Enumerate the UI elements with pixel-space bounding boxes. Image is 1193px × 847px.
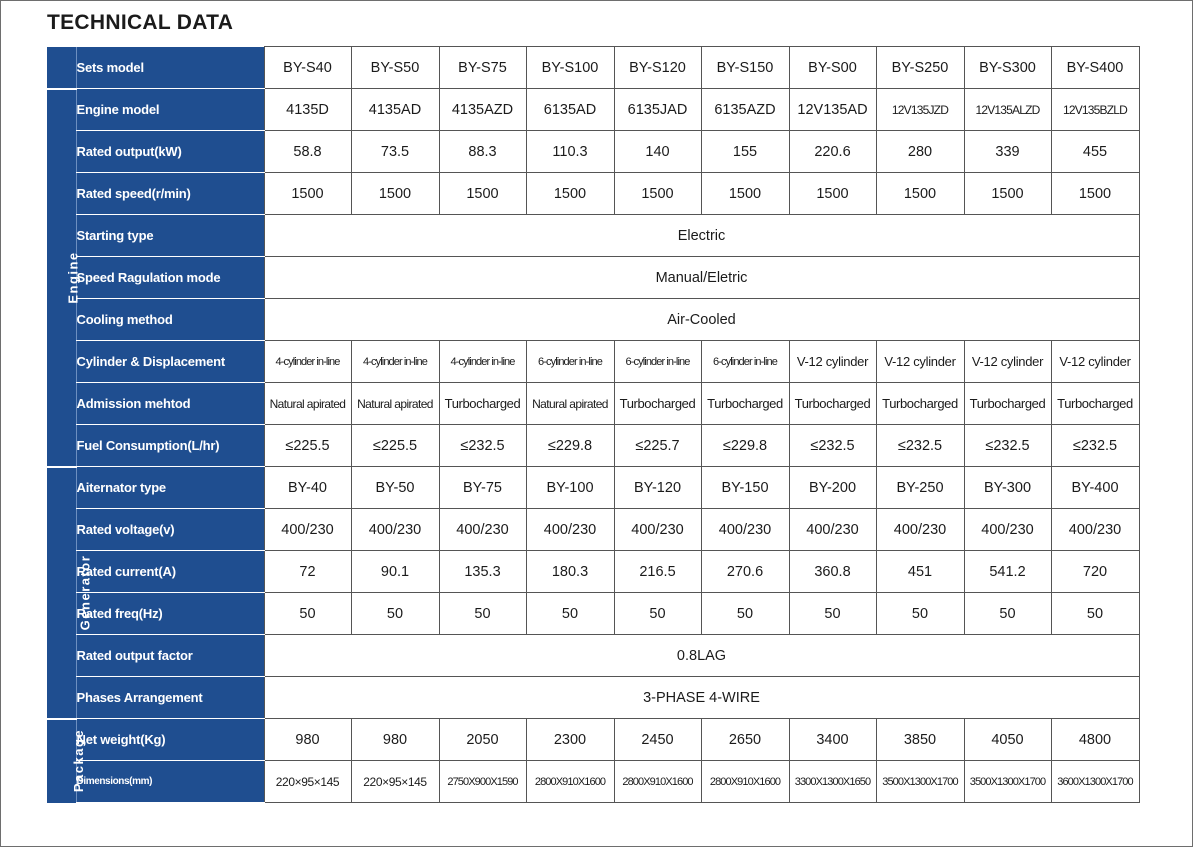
- cell: 50: [1051, 593, 1139, 635]
- cell: Turbocharged: [701, 383, 789, 425]
- cell: 400/230: [789, 509, 876, 551]
- row-label: Dimensions(mm): [76, 761, 264, 803]
- cell: 90.1: [351, 551, 439, 593]
- cell: Natural apirated: [351, 383, 439, 425]
- cell: 2450: [614, 719, 701, 761]
- cell: 50: [789, 593, 876, 635]
- section-engine: [47, 89, 81, 467]
- cell: 400/230: [964, 509, 1051, 551]
- row-speed-regulation: [47, 257, 1139, 299]
- row-label: Aiternator type: [76, 467, 264, 509]
- cell: 72: [264, 551, 351, 593]
- cell: BY-S75: [439, 47, 526, 89]
- row-rated-freq: [47, 593, 1139, 635]
- cell: 980: [351, 719, 439, 761]
- cell: BY-40: [264, 467, 351, 509]
- cell: 12V135JZD: [876, 89, 964, 131]
- cell: Turbocharged: [1051, 383, 1139, 425]
- cell: ≤232.5: [1051, 425, 1139, 467]
- section-generator-label: Generator: [77, 554, 93, 630]
- cell: BY-S250: [876, 47, 964, 89]
- cell: 280: [876, 131, 964, 173]
- row-rated-output-factor: [47, 635, 1139, 677]
- cell: 451: [876, 551, 964, 593]
- cell: BY-S120: [614, 47, 701, 89]
- merged-cell: Electric: [264, 215, 1139, 257]
- cell: 2750X900X1590: [439, 761, 526, 803]
- cell: BY-S100: [526, 47, 614, 89]
- cell: 220.6: [789, 131, 876, 173]
- merged-cell: 3-PHASE 4-WIRE: [264, 677, 1139, 719]
- cell: BY-200: [789, 467, 876, 509]
- row-starting-type: [47, 215, 1139, 257]
- cell: BY-S40: [264, 47, 351, 89]
- row-label: Rated freq(Hz): [76, 593, 264, 635]
- cell: V-12 cylinder: [876, 341, 964, 383]
- cell: 6135JAD: [614, 89, 701, 131]
- row-fuel-consumption: [47, 425, 1139, 467]
- cell: ≤232.5: [876, 425, 964, 467]
- cell: ≤225.7: [614, 425, 701, 467]
- row-label: Rated speed(r/min): [76, 173, 264, 215]
- cell: 2650: [701, 719, 789, 761]
- cell: ≤225.5: [264, 425, 351, 467]
- cell: BY-150: [701, 467, 789, 509]
- cell: Turbocharged: [439, 383, 526, 425]
- cell: BY-S300: [964, 47, 1051, 89]
- row-cooling-method: [47, 299, 1139, 341]
- cell: 50: [439, 593, 526, 635]
- cell: 3300X1300X1650: [789, 761, 876, 803]
- cell: 400/230: [701, 509, 789, 551]
- cell: 50: [351, 593, 439, 635]
- cell: 110.3: [526, 131, 614, 173]
- row-label: Rated output factor: [76, 635, 264, 677]
- cell: 6135AZD: [701, 89, 789, 131]
- cell: 50: [614, 593, 701, 635]
- row-label: Sets model: [76, 47, 264, 89]
- cell: 220×95×145: [351, 761, 439, 803]
- cell: 50: [876, 593, 964, 635]
- row-rated-speed: [47, 173, 1139, 215]
- cell: 2800X910X1600: [526, 761, 614, 803]
- cell: 541.2: [964, 551, 1051, 593]
- row-rated-voltage: [47, 509, 1139, 551]
- cell: 50: [964, 593, 1051, 635]
- cell: 4-cylinder in-line: [351, 341, 439, 383]
- cell: 360.8: [789, 551, 876, 593]
- cell: 50: [264, 593, 351, 635]
- section-engine-label: Engine: [65, 250, 81, 304]
- cell: 1500: [789, 173, 876, 215]
- row-admission-method: [47, 383, 1139, 425]
- row-label: Engine model: [76, 89, 264, 131]
- cell: 73.5: [351, 131, 439, 173]
- cell: 216.5: [614, 551, 701, 593]
- cell: ≤225.5: [351, 425, 439, 467]
- cell: BY-120: [614, 467, 701, 509]
- cell: 400/230: [876, 509, 964, 551]
- cell: 1500: [876, 173, 964, 215]
- cell: 400/230: [614, 509, 701, 551]
- cell: 58.8: [264, 131, 351, 173]
- cell: 2800X910X1600: [614, 761, 701, 803]
- technical-data-table: [47, 46, 1140, 803]
- cell: 2300: [526, 719, 614, 761]
- cell: 4135D: [264, 89, 351, 131]
- cell: 1500: [439, 173, 526, 215]
- cell: 6-cylinder in-line: [701, 341, 789, 383]
- cell: 6135AD: [526, 89, 614, 131]
- cell: 339: [964, 131, 1051, 173]
- row-net-weight: [47, 719, 1139, 761]
- cell: 3500X1300X1700: [876, 761, 964, 803]
- row-engine-model: [47, 89, 1139, 131]
- cell: BY-100: [526, 467, 614, 509]
- cell: 3400: [789, 719, 876, 761]
- cell: 1500: [701, 173, 789, 215]
- row-label: Rated current(A): [76, 551, 264, 593]
- cell: Turbocharged: [614, 383, 701, 425]
- row-label: Starting type: [76, 215, 264, 257]
- cell: 155: [701, 131, 789, 173]
- row-label: Fuel Consumption(L/hr): [76, 425, 264, 467]
- cell: 4050: [964, 719, 1051, 761]
- cell: ≤229.8: [701, 425, 789, 467]
- cell: 4135AD: [351, 89, 439, 131]
- row-label: Phases Arrangement: [76, 677, 264, 719]
- row-label: Rated voltage(v): [76, 509, 264, 551]
- cell: BY-300: [964, 467, 1051, 509]
- merged-cell: Air-Cooled: [264, 299, 1139, 341]
- cell: 140: [614, 131, 701, 173]
- merged-cell: Manual/Eletric: [264, 257, 1139, 299]
- cell: 12V135AD: [789, 89, 876, 131]
- section-package: [47, 719, 87, 803]
- cell: BY-50: [351, 467, 439, 509]
- cell: 720: [1051, 551, 1139, 593]
- cell: Turbocharged: [789, 383, 876, 425]
- page-title: TECHNICAL DATA: [47, 11, 234, 34]
- cell: 1500: [614, 173, 701, 215]
- cell: 400/230: [439, 509, 526, 551]
- cell: 400/230: [526, 509, 614, 551]
- cell: 6-cylinder in-line: [526, 341, 614, 383]
- cell: BY-250: [876, 467, 964, 509]
- cell: 1500: [351, 173, 439, 215]
- cell: 50: [701, 593, 789, 635]
- row-label: Cylinder & Displacement: [76, 341, 264, 383]
- section-generator: [47, 467, 93, 719]
- cell: 400/230: [351, 509, 439, 551]
- cell: Natural apirated: [264, 383, 351, 425]
- row-label: Speed Ragulation mode: [76, 257, 264, 299]
- row-label: Admission mehtod: [76, 383, 264, 425]
- cell: V-12 cylinder: [1051, 341, 1139, 383]
- cell: 12V135ALZD: [964, 89, 1051, 131]
- cell: ≤229.8: [526, 425, 614, 467]
- cell: V-12 cylinder: [789, 341, 876, 383]
- cell: BY-S50: [351, 47, 439, 89]
- section-package-label: Package: [71, 728, 87, 793]
- cell: ≤232.5: [789, 425, 876, 467]
- cell: 1500: [264, 173, 351, 215]
- cell: 220×95×145: [264, 761, 351, 803]
- cell: BY-S150: [701, 47, 789, 89]
- cell: 400/230: [1051, 509, 1139, 551]
- row-alternator-type: [47, 467, 1139, 509]
- merged-cell: 0.8LAG: [264, 635, 1139, 677]
- cell: Natural apirated: [526, 383, 614, 425]
- cell: 135.3: [439, 551, 526, 593]
- cell: Turbocharged: [876, 383, 964, 425]
- row-sets-model: [47, 47, 1139, 89]
- cell: Turbocharged: [964, 383, 1051, 425]
- cell: 3850: [876, 719, 964, 761]
- cell: 1500: [526, 173, 614, 215]
- section-blank: [47, 47, 76, 89]
- cell: V-12 cylinder: [964, 341, 1051, 383]
- cell: 4-cylinder in-line: [264, 341, 351, 383]
- cell: 50: [526, 593, 614, 635]
- cell: 2800X910X1600: [701, 761, 789, 803]
- row-dimensions: [47, 761, 1139, 803]
- cell: BY-400: [1051, 467, 1139, 509]
- cell: 2050: [439, 719, 526, 761]
- row-label: Net weight(Kg): [76, 719, 264, 761]
- cell: 1500: [964, 173, 1051, 215]
- cell: 4800: [1051, 719, 1139, 761]
- cell: BY-S00: [789, 47, 876, 89]
- cell: ≤232.5: [964, 425, 1051, 467]
- cell: 12V135BZLD: [1051, 89, 1139, 131]
- row-rated-output: [47, 131, 1139, 173]
- cell: 3500X1300X1700: [964, 761, 1051, 803]
- row-rated-current: [47, 551, 1139, 593]
- row-cylinder-displacement: [47, 341, 1139, 383]
- cell: 980: [264, 719, 351, 761]
- cell: 1500: [1051, 173, 1139, 215]
- cell: BY-S400: [1051, 47, 1139, 89]
- cell: 3600X1300X1700: [1051, 761, 1139, 803]
- cell: 6-cylinder in-line: [614, 341, 701, 383]
- row-label: Rated output(kW): [76, 131, 264, 173]
- row-phases-arrangement: [47, 677, 1139, 719]
- cell: 455: [1051, 131, 1139, 173]
- cell: 180.3: [526, 551, 614, 593]
- cell: 88.3: [439, 131, 526, 173]
- cell: BY-75: [439, 467, 526, 509]
- row-label: Cooling method: [76, 299, 264, 341]
- cell: ≤232.5: [439, 425, 526, 467]
- cell: 4135AZD: [439, 89, 526, 131]
- cell: 270.6: [701, 551, 789, 593]
- cell: 4-cylinder in-line: [439, 341, 526, 383]
- cell: 400/230: [264, 509, 351, 551]
